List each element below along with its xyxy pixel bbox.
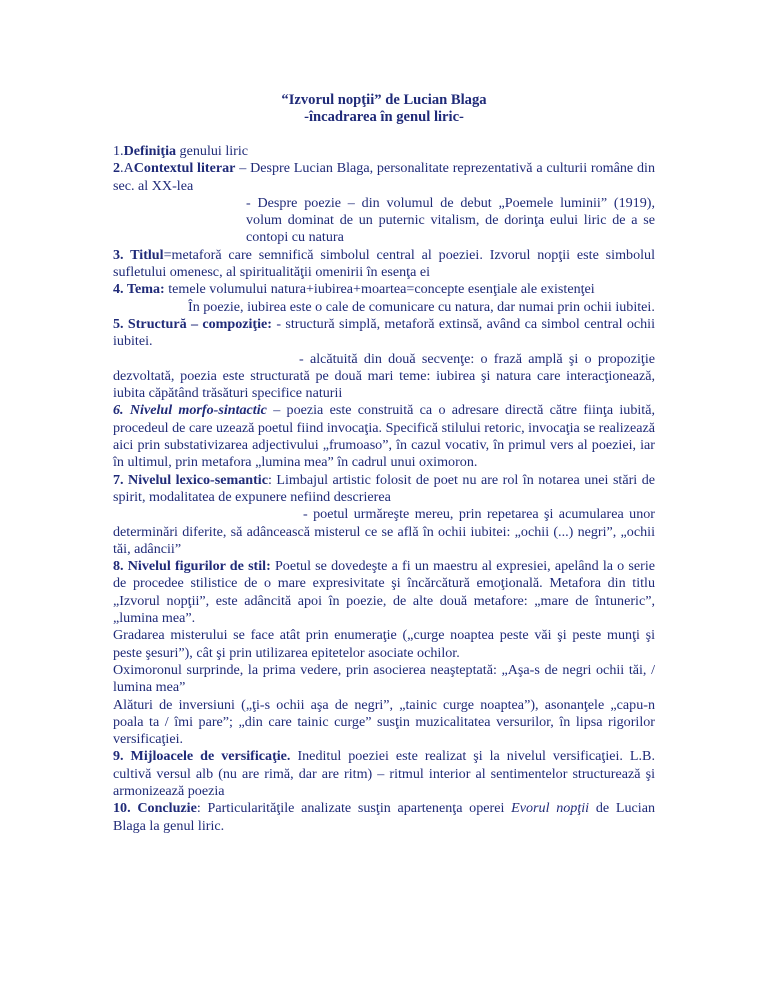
section-10 [113, 800, 655, 835]
section-8-paragraph-2: Gradarea misterului se face atât prin enumeraţie („curge noaptea peste văi şi peste munţi şi peste şesuri”), cât şi prin utilizarea epitetelor asociate ochilor. [113, 627, 655, 661]
section-6 [113, 402, 655, 471]
section-2-number: 2 [113, 160, 121, 177]
title-line-1: “Izvorul nopţii” de Lucian Blaga [281, 92, 487, 108]
section-8 [113, 558, 655, 627]
section-1 [113, 143, 655, 160]
section-10-text: : Particularităţile analizate susţin apartenenţa operei [196, 800, 512, 817]
section-4-continuation [113, 299, 655, 316]
section-7 [113, 472, 655, 507]
section-8-heading: 8. Nivelul figurilor de stil: [113, 558, 271, 575]
section-3-text: =metaforă care semnifică simbolul central al poeziei. Izvorul nopţii este simbolul sufletului omenesc, al spiritualităţii omenirii în esenţa ei [113, 246, 656, 281]
section-9-text: Ineditul poeziei este realizat şi la nivelul versificaţiei. L.B. cultivă versul alb (nu are rimă, dar are ritm) – ritmul interior al sentimentelor structurează şi armonizează poezia [113, 748, 655, 799]
section-3-heading: 3. Titlul [113, 246, 164, 263]
section-9 [113, 748, 655, 800]
section-2 [113, 160, 655, 195]
section-1-number: 1 [113, 143, 121, 159]
document-title [0, 92, 768, 126]
section-4-text-2: În poezie, iubirea este o cale de comunicare cu natura, dar numai prin ochii iubitei. [188, 298, 655, 315]
section-8-paragraph-3: Oximoronul surprinde, la prima vedere, prin asocierea neaşteptată: „Aşa-s de negri ochii tăi, / lumina mea” [113, 661, 655, 696]
section-2-heading: Contextul literar [133, 160, 236, 177]
section-2-text-2: - Despre poezie – din volumul de debut „Poemele luminii” (1919), volum dominat de un puternic vitalism, de dorinţa eului liric de a se contopi cu natura [246, 194, 655, 246]
section-5-continuation [113, 351, 655, 403]
title-line-2: -încadrarea în genul liric- [304, 109, 464, 125]
section-7-text: : Limbajul artistic folosit de poet nu are rol în notarea unei stări de spirit, modalitatea de expunere nefiind descrierea [113, 471, 655, 505]
section-2-text: – Despre Lucian Blaga, personalitate reprezentativă a culturii române din sec. al XX-lea [113, 160, 655, 194]
section-10-text-2: de Lucian Blaga la genul liric. [113, 800, 655, 834]
section-4-heading: 4. Tema: [113, 281, 165, 298]
section-5-text: - structură simplă, metaforă extinsă, având ca simbol central ochii iubitei. [113, 315, 656, 350]
section-10-work-title: Evorul nopţii [511, 800, 590, 817]
section-10-heading: 10. Concluzie [113, 800, 197, 817]
section-6-heading: 6. Nivelul morfo-sintactic [113, 402, 267, 419]
section-2-continuation [113, 195, 655, 247]
document-body [113, 143, 655, 835]
section-5-text-2: - alcătuită din două secvenţe: o frază amplă şi o propoziţie dezvoltată, poezia este structurată pe două mari teme: iubirea şi natura care interacţionează, iubita căpătând trăsături specifice naturii [113, 350, 655, 402]
section-4 [113, 281, 655, 298]
section-6-text: – poezia este construită ca o adresare directă către fiinţa iubită, procedeul de care uzează poetul fiind invocaţia. Specifică stilului retoric, invocaţia se realizează aici prin substativizarea adjectivului „frumoaso”, în cazul vocativ, în primul vers al poeziei, iar în ultimul, prin metafora „lumina mea” în cadrul unui oximoron. [113, 402, 655, 471]
section-7-text-2: - poetul urmăreşte mereu, prin repetarea şi acumularea unor determinări diferite, să adâncească misterul ce se află în ochii iubitei: „ochii (...) negri”, „ochii tăi, adâncii” [113, 506, 655, 557]
section-1-text: genului liric [176, 143, 249, 159]
section-4-text: temele volumului natura+iubirea+moartea=concepte esenţiale ale existenţei [164, 281, 595, 298]
section-7-continuation [113, 506, 655, 558]
section-5-heading: 5. Structură – compoziţie: [113, 315, 272, 332]
section-1-heading: Definiţia [123, 143, 177, 159]
section-9-heading: 9. Mijloacele de versificaţie. [113, 748, 291, 765]
section-7-heading: 7. Nivelul lexico-semantic [113, 471, 268, 488]
section-1-separator: . [120, 143, 124, 159]
section-2-separator: .A [120, 160, 134, 177]
section-8-paragraph-4: Alături de inversiuni („ţi-s ochii aşa de negri”, „tainic curge noaptea”), asonanţele „capu-n poala ta / îmi pare”; „din care tainic curge” susţin muzicalitatea versurilor, în lipsa rigorilor versificaţiei. [113, 696, 655, 748]
section-3 [113, 247, 655, 282]
section-8-text: Poetul se dovedeşte a fi un maestru al expresiei, apelând la o serie de procedee stilistice de o mare expresivitate şi încărcătură emoţională. Metafora din titlu „Izvorul nopţii”, este adâncită apoi în poezie, de alte două metafore: „mare de întuneric”, „lumina mea”. [113, 558, 656, 627]
section-5 [113, 316, 655, 351]
